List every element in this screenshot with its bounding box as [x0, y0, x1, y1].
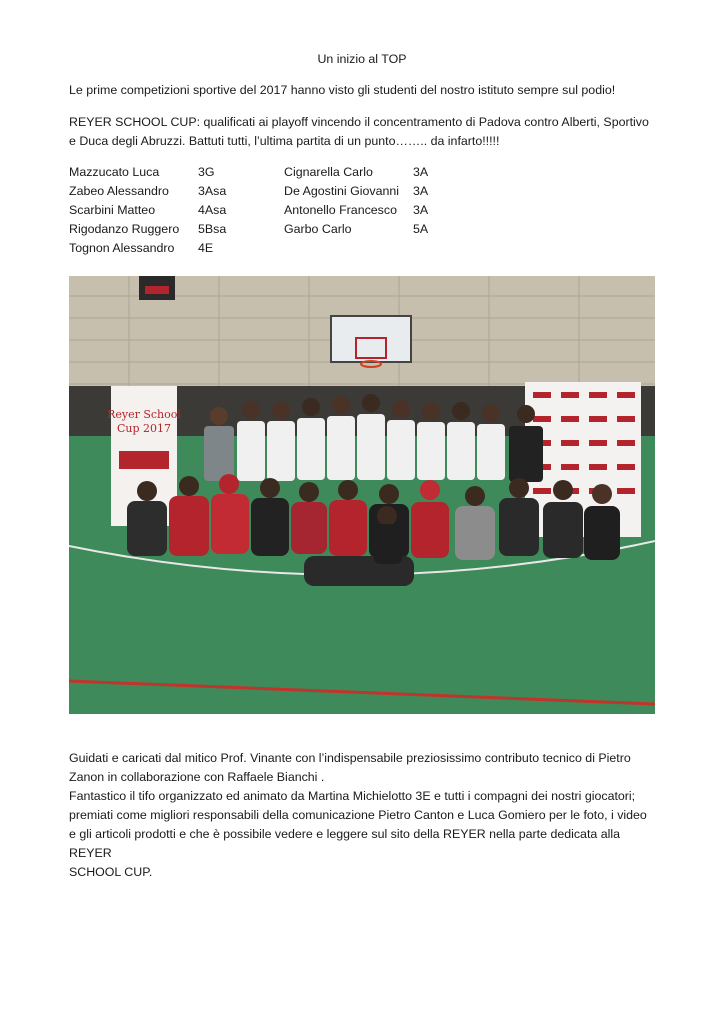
player-name: Zabeo Alessandro	[69, 184, 169, 198]
player-class: 5Bsa	[198, 222, 227, 236]
player-class: 4E	[198, 241, 214, 255]
player-class: 4Asa	[198, 203, 227, 217]
cup-paragraph: REYER SCHOOL CUP: qualificati ai playoff vincendo il concentramento di Padova contro Alberti, Sportivo e Duca degli Abruzzi. Battuti tutti, l’ultima partita di un punto…….. da infarto!!!!!	[69, 115, 649, 148]
closing-line: premiati come migliori responsabili della comunicazione Pietro Canton e Luca Gomiero per le foto, i video	[69, 808, 647, 822]
standing-players	[204, 394, 543, 482]
intro-paragraph: Le prime competizioni sportive del 2017 hanno visto gli studenti del nostro istituto sempre sul podio!	[69, 83, 616, 97]
team-photo	[69, 276, 655, 714]
page-title: Un inizio al TOP	[317, 52, 407, 66]
player-name: Scarbini Matteo	[69, 203, 156, 217]
player-name: Garbo Carlo	[284, 222, 352, 236]
closing-line: SCHOOL CUP.	[69, 865, 153, 879]
svg-text:Cup 2017: Cup 2017	[116, 422, 172, 435]
player-class: 3G	[198, 165, 215, 179]
player-class: 3A	[413, 184, 429, 198]
closing-line: Zanon in collaborazione con Raffaele Bianchi .	[69, 770, 325, 784]
player-class: 3A	[413, 203, 429, 217]
player-class: 3A	[413, 165, 429, 179]
player-class: 5A	[413, 222, 429, 236]
player-class: 3Asa	[198, 184, 227, 198]
player-name: Rigodanzo Ruggero	[69, 222, 180, 236]
team-photo-illustration	[69, 276, 655, 714]
player-roster	[69, 163, 469, 263]
closing-line: e gli articoli prodotti e che è possibile vedere e leggere sul sito della REYER nella parte dedicata alla REYER	[69, 827, 621, 860]
closing-line: Fantastico il tifo organizzato ed animato da Martina Michielotto 3E e tutti i compagni dei nostri giocatori;	[69, 789, 636, 803]
closing-paragraph	[69, 749, 659, 882]
player-name: Antonello Francesco	[284, 203, 397, 217]
player-name: Cignarella Carlo	[284, 165, 373, 179]
banner-left-text: Reyer School	[107, 408, 181, 421]
player-name: Mazzucato Luca	[69, 165, 160, 179]
player-name: Tognon Alessandro	[69, 241, 175, 255]
closing-line: Guidati e caricati dal mitico Prof. Vinante con l’indispensabile preziosissimo contributo tecnico di Pietro	[69, 751, 631, 765]
player-name: De Agostini Giovanni	[284, 184, 400, 198]
